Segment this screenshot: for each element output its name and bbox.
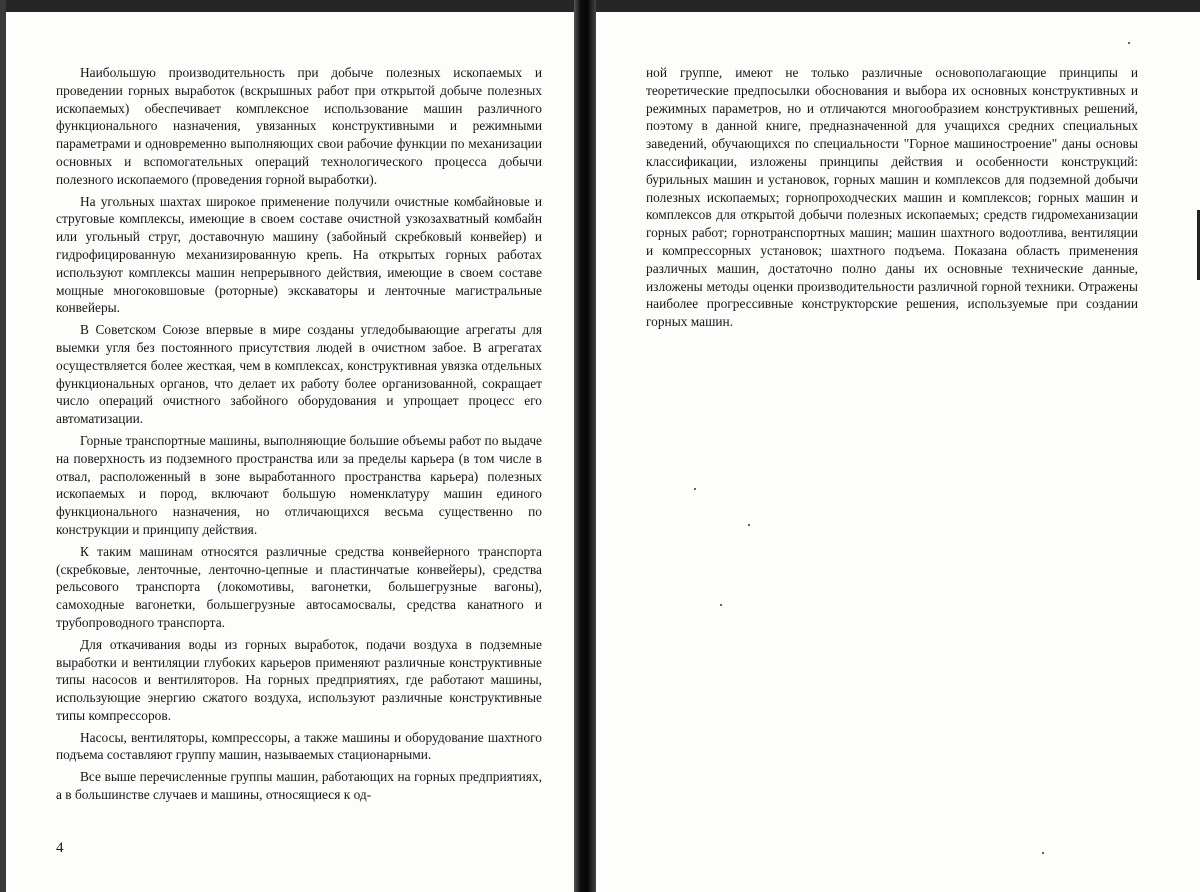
scan-speck (720, 604, 722, 606)
scan-speck (748, 524, 750, 526)
paragraph-continuation: ной группе, имеют не только различные основополагающие принципы и теоретические предпосылки обоснования и выбора их основных конструктивных и режимных параметров, но и отличаются многообразием конструктивных решений, поэтому в данной книге, предназначенной для учащихся средних специальных заведений, обучающихся по специальности "Горное машиностроение" даны основы классификации, изложены принципы действия и особенности конструкций: бурильных машин и установок, горных машин и комплексов для подземной добычи полезных ископаемых; горнопроходческих машин и комплексов; горных машин и комплексов для открытой добычи полезных ископаемых; средств гидромеханизации горных работ; горнотранспортных машин; машин шахтного водоотлива, вентиляции и компрессорных установок; шахтного подъема. Показана область применения различных машин, достаточно полно даны их основные технические данные, изложены методы оценки производительности различной горной техники. Отражены наиболее прогрессивные конструкторские решения, используемые при создании горных машин. (646, 65, 1138, 330)
paragraph: В Советском Союзе впервые в мире созданы угледобывающие агрегаты для выемки угля без постоянного присутствия людей в очистном забое. В агрегатах осуществляется более жесткая, чем в комплексах, конструктивная увязка отдельных функциональных органов, что делает их работу более организованной, сокращает число операций очистного забойного оборудования и упрощает процесс его автоматизации. (56, 322, 542, 427)
book-gutter (574, 0, 596, 892)
paragraph: На угольных шахтах широкое применение получили очистные комбайновые и струговые комплексы, имеющие в своем составе очистной узкозахватный комбайн или угольный струг, доставочную машину (забойный скребковый конвейер) и гидрофицированную механизированную крепь. На открытых горных работах используют комплексы машин непрерывного действия, имеющие в своем составе мощные многоковшовые (роторные) экскаваторы и ленточные магистральные конвейеры. (56, 193, 542, 316)
scan-speck (1128, 42, 1130, 44)
paragraph: К таким машинам относятся различные средства конвейерного транспорта (скребковые, ленточные, ленточно-цепные и пластинчатые конвейеры), средства рельсового транспорта (локомотивы, вагонетки, большегрузные вагоны), самоходные вагонетки, большегрузные автосамосвалы, средства канатного и трубопроводного транспорта. (56, 543, 542, 630)
paragraph: Горные транспортные машины, выполняющие большие объемы работ по выдаче на поверхность из подземного пространства или за пределы карьера (в том числе в отвал, расположенный в зоне выработанного пространства карьера) полезных ископаемых и пород, включают большую номенклатуру машин единого функционального назначения, но отличающихся весьма существенно по конструкции и принципу действия. (56, 432, 542, 537)
paragraph: Наибольшую производительность при добыче полезных ископаемых и проведении горных выработок (вскрышных работ при открытой добыче полезных ископаемых) обеспечивает комплексное использование машин различного функционального назначения, увязанных конструктивными и режимными параметрами и одновременно выполняющих свои рабочие функции по механизации основных и вспомогательных операций технологического процесса добычи полезного ископаемого (проведения горной выработки). (56, 65, 542, 187)
paragraph: Для откачивания воды из горных выработок, подачи воздуха в подземные выработки и вентиляции глубоких карьеров применяют различные конструктивные типы насосов и вентиляторов. На горных предприятиях, где работают машины, использующие энергию сжатого воздуха, используют различные конструктивные типы компрессоров. (56, 636, 542, 723)
right-page (596, 0, 1200, 892)
paragraph: Все выше перечисленные группы машин, работающих на горных предприятиях, а в большинстве случаев и машины, относящиеся к од- (56, 769, 542, 803)
left-page (0, 0, 574, 892)
left-page-text (56, 64, 542, 808)
right-page-text (646, 64, 1138, 331)
paragraph: Насосы, вентиляторы, компрессоры, а также машины и оборудование шахтного подъема составляют группу машин, называемых стационарными. (56, 729, 542, 763)
scan-speck (1042, 852, 1044, 854)
page-number: 4 (56, 840, 64, 856)
scan-speck (694, 488, 696, 490)
